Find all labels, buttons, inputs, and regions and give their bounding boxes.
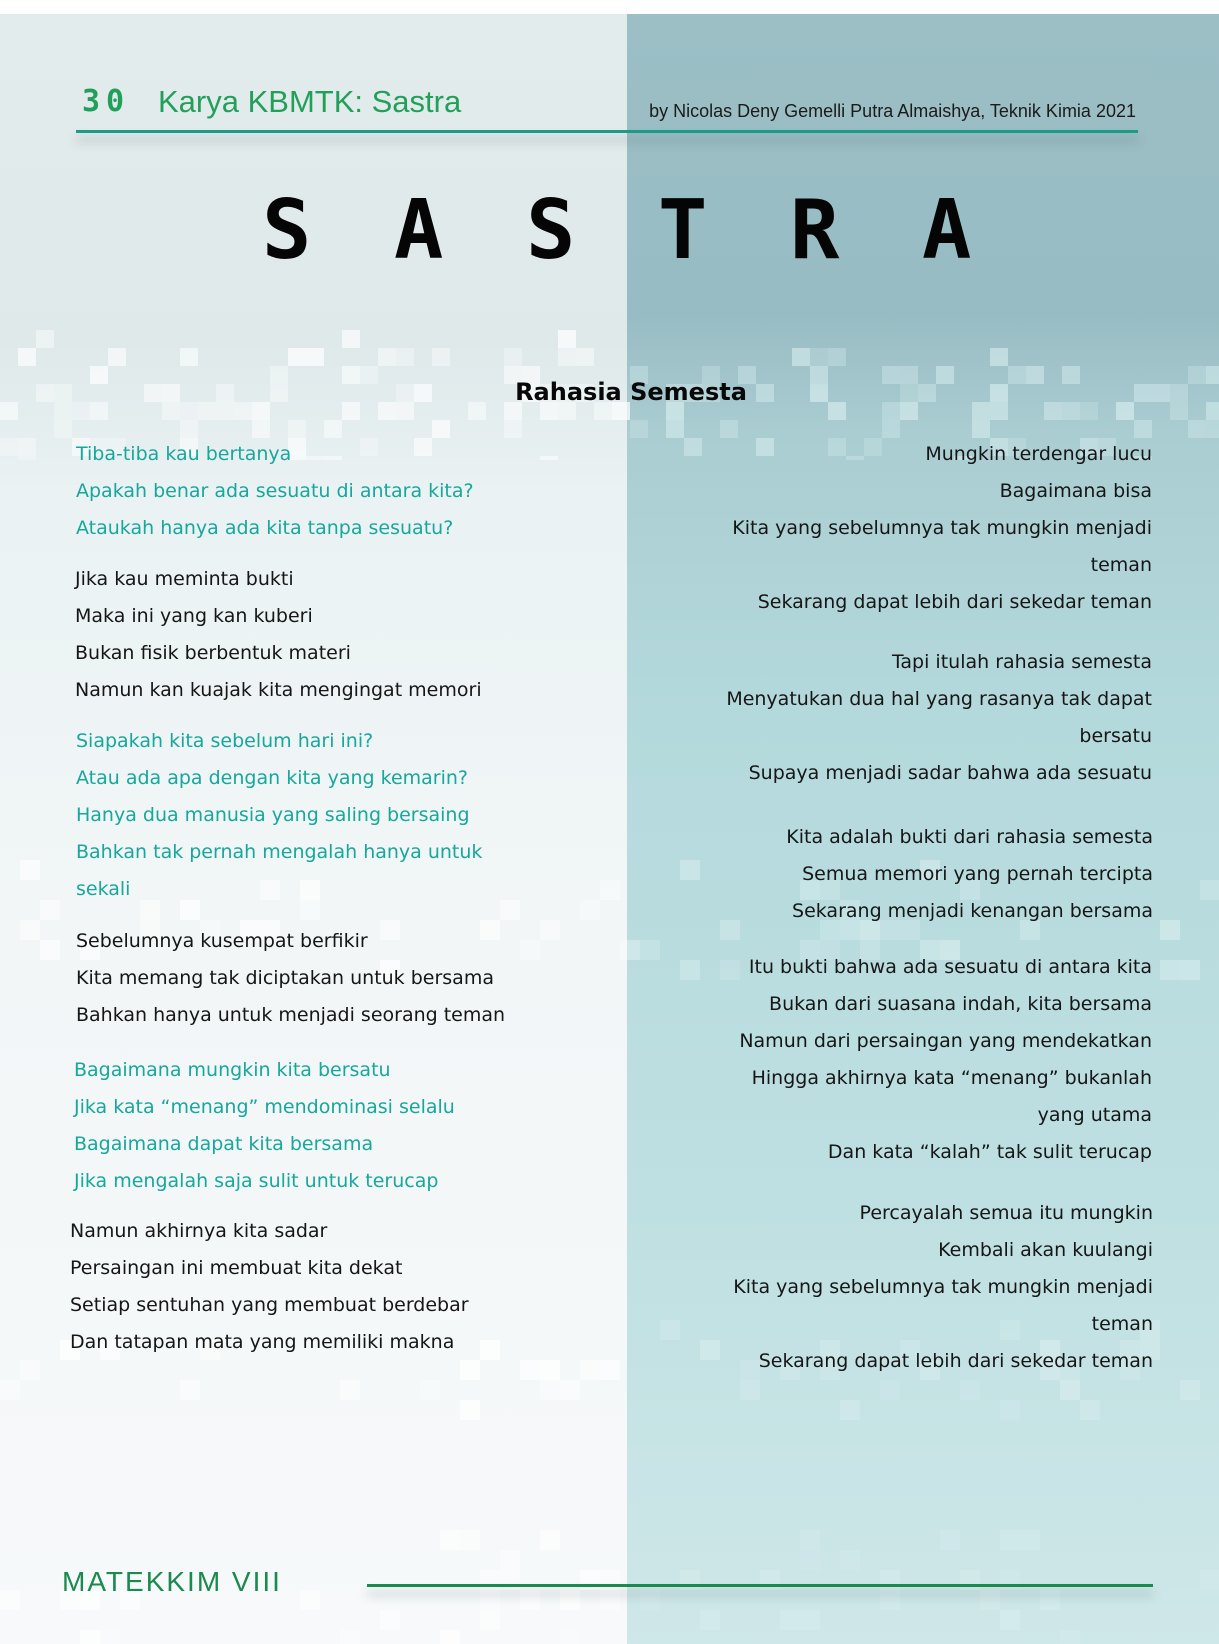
- pixel-tile: [600, 1590, 620, 1610]
- heading-letter: R: [790, 183, 840, 278]
- poem-line: teman: [1090, 554, 1152, 576]
- poem-line: Namun akhirnya kita sadar: [70, 1220, 328, 1242]
- poem-line: Kita adalah bukti dari rahasia semesta: [786, 826, 1153, 848]
- poem-line: Itu bukti bahwa ada sesuatu di antara kita: [748, 956, 1152, 978]
- poem-title: Rahasia Semesta: [515, 378, 747, 406]
- sastra-heading: [262, 183, 1002, 278]
- poem-line: Ataukah hanya ada kita tanpa sesuatu?: [76, 517, 454, 539]
- pixel-tile: [990, 348, 1008, 366]
- poem-line: Bagaimana mungkin kita bersatu: [74, 1059, 391, 1081]
- poem-line: Sekarang dapat lebih dari sekedar teman: [757, 591, 1152, 613]
- poem-line: Bagaimana bisa: [999, 480, 1152, 502]
- poem-line: yang utama: [1037, 1104, 1152, 1126]
- pixel-tile: [0, 1590, 20, 1610]
- pixel-tile: [1206, 420, 1219, 438]
- pixel-tile: [700, 1340, 720, 1360]
- pixel-tile: [380, 1610, 400, 1630]
- pixel-tile: [680, 960, 700, 980]
- pixel-tile: [600, 1570, 620, 1590]
- pixel-tile: [504, 420, 522, 438]
- poem-line: Bukan dari suasana indah, kita bersama: [769, 993, 1152, 1015]
- pixel-tile: [760, 1570, 780, 1590]
- poem-line: Setiap sentuhan yang membuat berdebar: [70, 1294, 469, 1316]
- pixel-tile: [540, 920, 560, 940]
- pixel-tile: [1200, 880, 1219, 900]
- heading-letter: S: [262, 183, 312, 278]
- pixel-tile: [520, 1590, 540, 1610]
- poem-line: Percayalah semua itu mungkin: [859, 1202, 1153, 1224]
- pixel-tile: [1060, 1630, 1080, 1644]
- pixel-tile: [680, 1570, 700, 1590]
- poem-line: Maka ini yang kan kuberi: [75, 605, 313, 627]
- pixel-tile: [80, 1630, 100, 1644]
- section-title: Karya KBMTK: Sastra: [158, 84, 462, 119]
- poem-line: Bagaimana dapat kita bersama: [74, 1133, 374, 1155]
- poem-line: Sekarang dapat lebih dari sekedar teman: [758, 1350, 1153, 1372]
- poem-line: Bahkan hanya untuk menjadi seorang teman: [76, 1004, 506, 1026]
- pixel-tile: [720, 920, 740, 940]
- pixel-tile: [480, 1590, 500, 1610]
- heading-letter: A: [922, 183, 972, 278]
- pixel-tile: [420, 1380, 440, 1400]
- pixel-tile: [1180, 960, 1200, 980]
- pixel-tile: [558, 330, 576, 348]
- pixel-tile: [600, 1360, 620, 1380]
- right-stanza-5: [733, 1195, 1153, 1380]
- pixel-tile: [1040, 1590, 1060, 1610]
- left-stanza-3: [76, 723, 482, 908]
- pixel-tile: [460, 1360, 480, 1380]
- pixel-tile: [504, 348, 522, 366]
- pixel-tile: [880, 1590, 900, 1610]
- pixel-tile: [640, 940, 660, 960]
- pixel-tile: [340, 1630, 360, 1644]
- poem-line: Bukan fisik berbentuk materi: [75, 642, 351, 664]
- footer-divider: [367, 1584, 1153, 1587]
- pixel-tile: [300, 1590, 320, 1610]
- pixel-tile: [378, 348, 396, 366]
- pixel-tile: [560, 1380, 580, 1400]
- author-byline: by Nicolas Deny Gemelli Putra Almaishya, Teknik Kimia 2021: [649, 101, 1136, 121]
- pixel-tile: [560, 1630, 580, 1644]
- poem-line: Kita yang sebelumnya tak mungkin menjadi: [733, 1276, 1153, 1298]
- pixel-tile: [840, 1550, 860, 1570]
- pixel-tile: [640, 1590, 660, 1610]
- poem-line: Namun kan kuajak kita mengingat memori: [75, 679, 482, 701]
- pixel-tile: [960, 1380, 980, 1400]
- pixel-tile: [520, 940, 540, 960]
- poem-line: Persaingan ini membuat kita dekat: [70, 1257, 403, 1279]
- poem-line: Sebelumnya kusempat berfikir: [76, 930, 368, 952]
- pixel-tile: [18, 456, 36, 460]
- pixel-tile: [180, 1380, 200, 1400]
- pixel-tile: [700, 1610, 720, 1630]
- poem-line: Semua memori yang pernah tercipta: [802, 863, 1153, 885]
- pixel-tile: [810, 348, 828, 366]
- poem-line: Kita yang sebelumnya tak mungkin menjadi: [732, 517, 1152, 539]
- pixel-tile: [460, 1530, 480, 1550]
- pixel-tile: [440, 1530, 460, 1550]
- pixel-tile: [306, 348, 324, 366]
- right-stanza-1: [732, 436, 1152, 621]
- pixel-tile: [480, 1340, 500, 1360]
- pixel-tile: [1200, 1570, 1219, 1590]
- left-stanza-6: [70, 1213, 469, 1361]
- pixel-tile: [20, 860, 40, 880]
- top-margin: [0, 0, 1219, 14]
- pixel-tile: [1020, 1530, 1040, 1550]
- pixel-tile: [980, 1590, 1000, 1610]
- poem-line: Atau ada apa dengan kita yang kemarin?: [76, 767, 469, 789]
- pixel-tile: [1188, 420, 1206, 438]
- pixel-tile: [500, 1550, 520, 1570]
- left-stanza-1: [76, 436, 474, 547]
- pixel-tile: [800, 1530, 820, 1550]
- pixel-tile: [1080, 1400, 1100, 1420]
- poem-line: sekali: [76, 878, 131, 900]
- pixel-tile: [540, 1530, 560, 1550]
- poem-line: Bahkan tak pernah mengalah hanya untuk: [76, 841, 483, 863]
- pixel-tile: [18, 438, 36, 456]
- pixel-tile: [440, 1630, 460, 1644]
- poem-line: Dan tatapan mata yang memiliki makna: [70, 1331, 455, 1353]
- poem-line: Jika mengalah saja sulit untuk terucap: [74, 1170, 439, 1192]
- pixel-tile: [880, 1380, 900, 1400]
- poem-line: Jika kau meminta bukti: [75, 568, 294, 590]
- pixel-tile: [1060, 1380, 1080, 1400]
- poem-line: Kembali akan kuulangi: [938, 1239, 1153, 1261]
- pixel-tile: [396, 348, 414, 366]
- poem-line: Supaya menjadi sadar bahwa ada sesuatu: [748, 762, 1152, 784]
- poem-line: Mungkin terdengar lucu: [925, 443, 1152, 465]
- pixel-tile: [540, 1360, 560, 1380]
- pixel-tile: [288, 348, 306, 366]
- poem-line: Sekarang menjadi kenangan bersama: [792, 900, 1153, 922]
- poem-line: Hanya dua manusia yang saling bersaing: [76, 804, 470, 826]
- pixel-tile: [500, 1570, 520, 1590]
- pixel-tile: [828, 348, 846, 366]
- pixel-tile: [36, 330, 54, 348]
- pixel-tile: [0, 438, 18, 456]
- poem-line: Menyatukan dua hal yang rasanya tak dapat: [726, 688, 1152, 710]
- poem-line: bersatu: [1079, 725, 1152, 747]
- magazine-title: MATEKKIM VIII: [62, 1566, 282, 1597]
- pixel-tile: [1000, 1610, 1020, 1630]
- pixel-tile: [1000, 1400, 1020, 1420]
- header-divider: [76, 130, 1138, 133]
- right-stanza-4: [739, 949, 1152, 1171]
- pixel-tile: [792, 348, 810, 366]
- pixel-tile: [520, 1360, 540, 1380]
- left-stanza-4: [76, 923, 505, 1034]
- pixel-tile: [342, 330, 360, 348]
- poem-line: Dan kata “kalah” tak sulit terucap: [827, 1141, 1152, 1163]
- pixel-tile: [580, 900, 600, 920]
- pixel-tile: [580, 1570, 600, 1590]
- pixel-tile: [558, 348, 576, 366]
- pixel-tile: [108, 348, 126, 366]
- pixel-tile: [40, 900, 60, 920]
- poem-line: Siapakah kita sebelum hari ini?: [76, 730, 374, 752]
- pixel-tile: [800, 1610, 820, 1630]
- pixel-tile: [940, 1530, 960, 1550]
- pixel-tile: [20, 1360, 40, 1380]
- pixel-tile: [20, 920, 40, 940]
- left-stanza-2: [75, 561, 482, 709]
- pixel-tile: [576, 348, 594, 366]
- poem-line: Tiba-tiba kau bertanya: [76, 443, 292, 465]
- pixel-tile: [684, 438, 702, 456]
- pixel-tile: [54, 420, 72, 438]
- pixel-tile: [740, 1380, 760, 1400]
- pixel-tile: [630, 420, 648, 438]
- left-stanza-5: [74, 1052, 455, 1200]
- heading-letter: A: [394, 183, 444, 278]
- pixel-tile: [40, 940, 60, 960]
- heading-letter: S: [526, 183, 576, 278]
- poem-line: Kita memang tak diciptakan untuk bersama: [76, 967, 494, 989]
- pixel-tile: [620, 940, 640, 960]
- pixel-tile: [600, 880, 620, 900]
- right-stanza-2: [726, 644, 1152, 792]
- pixel-tile: [180, 348, 198, 366]
- pixel-tile: [540, 1380, 560, 1400]
- pixel-tile: [1160, 960, 1180, 980]
- pixel-tile: [560, 1590, 580, 1610]
- pixel-tile: [480, 1570, 500, 1590]
- pixel-tile: [540, 456, 558, 460]
- heading-letter: T: [658, 183, 708, 278]
- right-stanza-3: [786, 819, 1153, 930]
- pixel-tile: [1160, 920, 1180, 940]
- pixel-tile: [580, 1360, 600, 1380]
- pixel-tile: [660, 1320, 680, 1340]
- pixel-tile: [1180, 1380, 1200, 1400]
- pixel-tile: [100, 1630, 120, 1644]
- pixel-tile: [340, 1380, 360, 1400]
- poem-line: Apakah benar ada sesuatu di antara kita?: [76, 480, 474, 502]
- pixel-tile: [960, 1570, 980, 1590]
- pixel-tile: [460, 1400, 480, 1420]
- poem-line: teman: [1091, 1313, 1153, 1335]
- pixel-tile: [500, 900, 520, 920]
- page-number: 30: [82, 84, 131, 119]
- pixel-tile: [18, 348, 36, 366]
- pixel-tile: [480, 1610, 500, 1630]
- pixel-tile: [1000, 1570, 1020, 1590]
- poem-line: Jika kata “menang” mendominasi selalu: [74, 1096, 455, 1118]
- poem-line: Namun dari persaingan yang mendekatkan: [739, 1030, 1152, 1052]
- poem-line: Tapi itulah rahasia semesta: [891, 651, 1152, 673]
- pixel-tile: [840, 1400, 860, 1420]
- pixel-tile: [780, 1610, 800, 1630]
- pixel-tile: [800, 1550, 820, 1570]
- pixel-tile: [680, 860, 700, 880]
- pixel-tile: [880, 1570, 900, 1590]
- pixel-tile: [720, 960, 740, 980]
- poem-line: Hingga akhirnya kata “menang” bukanlah: [751, 1067, 1152, 1089]
- pixel-tile: [666, 420, 684, 438]
- pixel-tile: [0, 1380, 20, 1400]
- pixel-tile: [432, 348, 450, 366]
- pixel-tile: [1000, 1530, 1020, 1550]
